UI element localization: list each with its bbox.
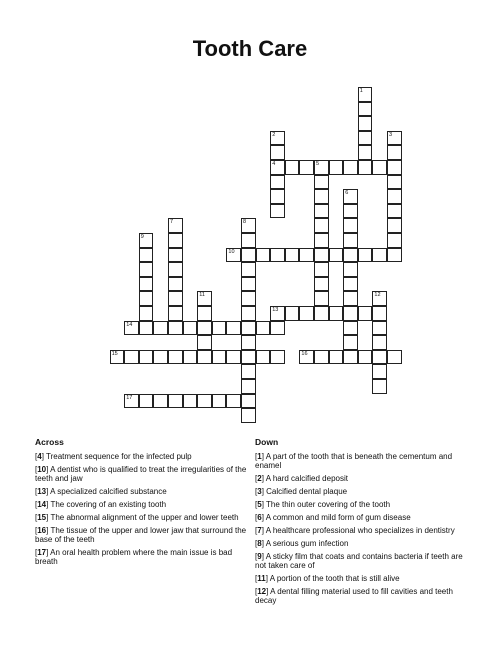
clue-number: 13 xyxy=(37,487,47,496)
grid-cell[interactable] xyxy=(387,189,402,204)
grid-cell[interactable] xyxy=(329,160,344,175)
grid-cell[interactable] xyxy=(139,262,154,277)
grid-cell[interactable] xyxy=(197,291,212,306)
grid-cell[interactable] xyxy=(329,248,344,263)
clue-text: A common and mild form of gum disease xyxy=(265,513,411,522)
clue-text: A portion of the tooth that is still alive xyxy=(269,574,400,583)
clue-number: 16 xyxy=(37,526,47,535)
grid-cell[interactable] xyxy=(387,248,402,263)
clue-number: 5 xyxy=(257,500,262,509)
clue-text: A specialized calcified substance xyxy=(50,487,167,496)
grid-cell[interactable] xyxy=(387,233,402,248)
grid-cell[interactable] xyxy=(387,145,402,160)
grid-cell[interactable] xyxy=(212,394,227,409)
clue-number: 6 xyxy=(345,190,349,197)
grid-cell[interactable] xyxy=(168,306,183,321)
clue-text: A dentist who is qualified to treat the irregularities of the teeth and jaw xyxy=(35,465,247,483)
grid-cell[interactable] xyxy=(314,175,329,190)
clue-number: 3 xyxy=(257,487,262,496)
clue-number: 9 xyxy=(140,234,144,240)
clue-number: 12 xyxy=(257,587,267,596)
grid-cell[interactable] xyxy=(168,321,183,336)
across-clue-list xyxy=(35,452,255,570)
clue-number: 8 xyxy=(243,219,247,226)
grid-cell[interactable] xyxy=(314,218,329,233)
clue-text: The covering of an existing tooth xyxy=(50,500,167,509)
grid-cell[interactable] xyxy=(241,248,256,263)
grid-cell[interactable] xyxy=(343,189,358,204)
grid-cell[interactable] xyxy=(343,335,358,350)
grid-cell[interactable] xyxy=(139,306,154,321)
grid-cell[interactable] xyxy=(358,102,373,117)
grid-cell[interactable] xyxy=(139,321,154,336)
grid-cell[interactable] xyxy=(241,291,256,306)
grid-cell[interactable] xyxy=(314,350,329,365)
grid-cell[interactable] xyxy=(358,350,373,365)
grid-cell[interactable] xyxy=(314,248,329,263)
grid-cell[interactable] xyxy=(358,145,373,160)
clue-text: A sticky film that coats and contains bacteria if teeth are not taken care of xyxy=(255,552,463,570)
grid-cell[interactable] xyxy=(372,335,387,350)
across-clue: [14] The covering of an existing tooth xyxy=(35,500,167,509)
grid-cell[interactable] xyxy=(183,394,198,409)
grid-cell[interactable] xyxy=(139,277,154,292)
grid-cell[interactable] xyxy=(387,218,402,233)
grid-cell[interactable] xyxy=(270,248,285,263)
across-clue: [15] The abnormal alignment of the upper and lower teeth xyxy=(35,513,239,522)
grid-cell[interactable] xyxy=(270,175,285,190)
clue-number: 2 xyxy=(272,131,276,138)
clue-text: The thin outer covering of the tooth xyxy=(266,500,391,509)
down-clue: [5] The thin outer covering of the tooth xyxy=(255,500,391,509)
grid-cell[interactable] xyxy=(358,248,373,263)
grid-cell[interactable] xyxy=(241,321,256,336)
clue-number: 7 xyxy=(170,219,174,226)
down-clue: [6] A common and mild form of gum disease xyxy=(255,513,411,522)
clue-text: A part of the tooth that is beneath the cementum and enamel xyxy=(255,452,453,470)
across-clue: [16] The tissue of the upper and lower jaw that surround the base of the teeth xyxy=(35,526,247,544)
grid-cell[interactable] xyxy=(168,277,183,292)
grid-cell[interactable] xyxy=(285,160,300,175)
clue-text: An oral health problem where the main issue is bad breath xyxy=(35,548,233,566)
grid-cell[interactable] xyxy=(197,321,212,336)
grid-cell[interactable] xyxy=(314,277,329,292)
clue-number: 12 xyxy=(374,292,381,299)
clue-text: The tissue of the upper and lower jaw that surround the base of the teeth xyxy=(35,526,247,544)
grid-cell[interactable] xyxy=(372,160,387,175)
grid-cell[interactable] xyxy=(241,218,256,233)
grid-cell[interactable] xyxy=(343,248,358,263)
down-clue: [1] A part of the tooth that is beneath the cementum and enamel xyxy=(255,452,453,470)
grid-cell[interactable] xyxy=(372,379,387,394)
down-clue: [2] A hard calcified deposit xyxy=(255,474,348,483)
clue-text: Treatment sequence for the infected pulp xyxy=(46,452,192,461)
grid-cell[interactable] xyxy=(358,116,373,131)
grid-cell[interactable] xyxy=(358,87,373,102)
puzzle-title: Tooth Care xyxy=(192,36,308,61)
grid-cell[interactable] xyxy=(285,306,300,321)
grid-cell[interactable] xyxy=(241,350,256,365)
grid-cell[interactable] xyxy=(314,189,329,204)
clue-number: 7 xyxy=(257,526,262,535)
clue-number: 13 xyxy=(272,307,279,313)
clue-number: 11 xyxy=(257,574,266,583)
grid-cell[interactable] xyxy=(358,306,373,321)
grid-cell[interactable] xyxy=(314,306,329,321)
grid-cell[interactable] xyxy=(372,321,387,336)
across-clue: [4] Treatment sequence for the infected pulp xyxy=(35,452,192,461)
clue-text: A hard calcified deposit xyxy=(265,474,348,483)
grid-cell[interactable] xyxy=(299,248,314,263)
clue-number: 10 xyxy=(228,248,235,255)
grid-cell[interactable] xyxy=(256,350,271,365)
down-clue: [12] A dental filling material used to fill cavities and teeth decay xyxy=(255,587,453,605)
grid-cell[interactable] xyxy=(241,233,256,248)
grid-cell[interactable] xyxy=(226,248,241,263)
grid-cell[interactable] xyxy=(183,350,198,365)
grid-cell[interactable] xyxy=(168,350,183,365)
clue-text: Calcified dental plaque xyxy=(266,487,348,496)
grid-cell[interactable] xyxy=(241,335,256,350)
grid-cell[interactable] xyxy=(299,160,314,175)
grid-cell[interactable] xyxy=(372,364,387,379)
grid-cell[interactable] xyxy=(372,306,387,321)
grid-cell[interactable] xyxy=(299,306,314,321)
grid-cell[interactable] xyxy=(358,160,373,175)
grid-cell[interactable] xyxy=(241,306,256,321)
grid-cell[interactable] xyxy=(372,350,387,365)
grid-cell[interactable] xyxy=(153,321,168,336)
down-clue: [11] A portion of the tooth that is still alive xyxy=(255,574,400,583)
down-clue: [8] A serious gum infection xyxy=(255,539,349,548)
grid-cell[interactable] xyxy=(343,218,358,233)
grid-cell[interactable] xyxy=(314,262,329,277)
grid-cell[interactable] xyxy=(270,350,285,365)
down-clue: [9] A sticky film that coats and contains bacteria if teeth are not taken care of xyxy=(255,552,463,570)
grid-cell[interactable] xyxy=(372,248,387,263)
grid-cell[interactable] xyxy=(314,291,329,306)
clue-number: 6 xyxy=(257,513,262,522)
clue-text: A serious gum infection xyxy=(265,539,349,548)
grid-cell[interactable] xyxy=(183,321,198,336)
clue-number: 2 xyxy=(257,474,262,483)
clue-number: 14 xyxy=(126,321,133,328)
grid-cell[interactable] xyxy=(139,233,154,248)
grid-cell[interactable] xyxy=(241,277,256,292)
grid-cell[interactable] xyxy=(343,291,358,306)
clue-number: 5 xyxy=(316,161,320,167)
clue-number: 17 xyxy=(126,394,133,401)
grid-cell[interactable] xyxy=(299,350,314,365)
grid-cell[interactable] xyxy=(168,218,183,233)
grid-cell[interactable] xyxy=(270,321,285,336)
clue-number: 4 xyxy=(37,452,42,461)
grid-cell[interactable] xyxy=(329,306,344,321)
grid-cell[interactable] xyxy=(139,291,154,306)
down-heading: Down xyxy=(255,437,279,447)
grid-cell[interactable] xyxy=(197,394,212,409)
grid-cell[interactable] xyxy=(241,379,256,394)
grid-cell[interactable] xyxy=(270,160,285,175)
grid-cell[interactable] xyxy=(343,277,358,292)
grid-cell[interactable] xyxy=(124,350,139,365)
grid-cell[interactable] xyxy=(168,233,183,248)
clue-number: 9 xyxy=(257,552,262,561)
clue-number: 16 xyxy=(301,350,308,357)
grid-cell[interactable] xyxy=(241,408,256,423)
clue-text: A dental filling material used to fill cavities and teeth decay xyxy=(255,587,453,605)
grid-cell[interactable] xyxy=(124,394,139,409)
grid-cell[interactable] xyxy=(329,350,344,365)
grid-cell[interactable] xyxy=(270,145,285,160)
down-clue: [3] Calcified dental plaque xyxy=(255,487,348,496)
clue-number: 1 xyxy=(257,452,262,461)
grid-cell[interactable] xyxy=(372,291,387,306)
grid-cell[interactable] xyxy=(387,204,402,219)
clue-number: 15 xyxy=(37,513,47,522)
across-clue: [10] A dentist who is qualified to treat the irregularities of the teeth and jaw xyxy=(35,465,247,483)
clue-number: 15 xyxy=(111,350,118,357)
grid-cell[interactable] xyxy=(168,394,183,409)
clue-text: The abnormal alignment of the upper and lower teeth xyxy=(50,513,239,522)
across-clue: [13] A specialized calcified substance xyxy=(35,487,167,496)
clue-number: 8 xyxy=(257,539,262,548)
grid-cell[interactable] xyxy=(124,321,139,336)
grid-cell[interactable] xyxy=(226,350,241,365)
grid-cell[interactable] xyxy=(226,321,241,336)
grid-cell[interactable] xyxy=(270,204,285,219)
grid-cell[interactable] xyxy=(197,350,212,365)
grid-cell[interactable] xyxy=(343,321,358,336)
grid-cell[interactable] xyxy=(270,189,285,204)
grid-cell[interactable] xyxy=(343,350,358,365)
grid-cell[interactable] xyxy=(139,350,154,365)
grid-cell[interactable] xyxy=(387,131,402,146)
grid-cell[interactable] xyxy=(343,233,358,248)
clue-number: 4 xyxy=(272,161,276,167)
clue-number: 11 xyxy=(199,292,205,299)
grid-cell[interactable] xyxy=(314,233,329,248)
grid-cell[interactable] xyxy=(168,262,183,277)
clue-number: 14 xyxy=(37,500,47,509)
across-clue: [17] An oral health problem where the main issue is bad breath xyxy=(35,548,233,566)
grid-cell[interactable] xyxy=(197,306,212,321)
grid-cell[interactable] xyxy=(285,248,300,263)
grid-cell[interactable] xyxy=(270,306,285,321)
clue-number: 1 xyxy=(359,88,363,94)
grid-cell[interactable] xyxy=(314,160,329,175)
grid-cell[interactable] xyxy=(256,248,271,263)
grid-cell[interactable] xyxy=(212,321,227,336)
grid-cell[interactable] xyxy=(168,291,183,306)
grid-cell[interactable] xyxy=(110,350,125,365)
across-heading: Across xyxy=(35,437,64,447)
grid-cell[interactable] xyxy=(343,262,358,277)
grid-cell[interactable] xyxy=(256,321,271,336)
grid-cell[interactable] xyxy=(343,204,358,219)
grid-cell[interactable] xyxy=(241,394,256,409)
grid-cell[interactable] xyxy=(197,335,212,350)
grid-cell[interactable] xyxy=(387,175,402,190)
grid-cell[interactable] xyxy=(343,306,358,321)
grid-cell[interactable] xyxy=(139,248,154,263)
grid-cell[interactable] xyxy=(241,262,256,277)
grid-cell[interactable] xyxy=(168,248,183,263)
grid-cell[interactable] xyxy=(153,350,168,365)
clue-number: 3 xyxy=(389,131,393,138)
grid-cell[interactable] xyxy=(343,160,358,175)
grid-cell[interactable] xyxy=(226,394,241,409)
grid-cell[interactable] xyxy=(241,364,256,379)
grid-cell[interactable] xyxy=(387,160,402,175)
down-clue: [7] A healthcare professional who specializes in dentistry xyxy=(255,526,455,535)
clue-number: 17 xyxy=(37,548,47,557)
grid-cell[interactable] xyxy=(153,394,168,409)
grid-cell[interactable] xyxy=(270,131,285,146)
grid-cell[interactable] xyxy=(212,350,227,365)
grid-cell[interactable] xyxy=(314,204,329,219)
grid-cell[interactable] xyxy=(139,394,154,409)
clue-text: A healthcare professional who specializes in dentistry xyxy=(265,526,455,535)
grid-cell[interactable] xyxy=(387,350,402,365)
grid-cell[interactable] xyxy=(358,131,373,146)
clue-number: 10 xyxy=(37,465,47,474)
down-clue-list xyxy=(255,452,475,609)
